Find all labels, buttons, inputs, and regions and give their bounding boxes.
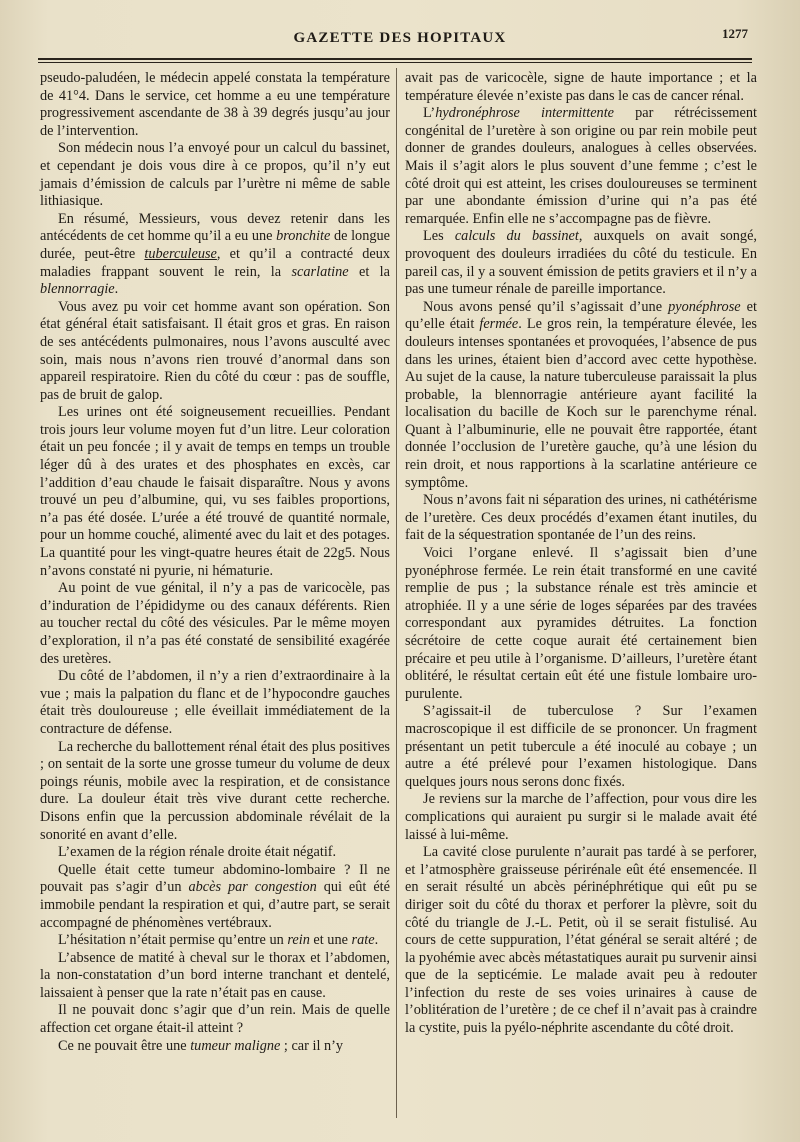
text-run: Je reviens sur la marche de l’affection, pour vous dire les complications qui auraient pu surgir si le malade avait été laissé à lui-même.	[405, 791, 757, 843]
text-run: Nous avons pensé qu’il s’agissait d’une	[423, 298, 669, 315]
italic-term: tumeur maligne	[190, 1037, 281, 1054]
italic-term: blennorragie	[40, 281, 115, 298]
text-run: La cavité close purulente n’aurait pas tardé à se perforer, et l’atmosphère graisseuse périrénale eût été ensemencée. Il en serait résulté un abcès périnéphrétique qui eût pu se diriger soit du côté du thorax et perforer la plèvre, soit du côté du triangle de J.-L. Petit, où il se serait fistulisé. Au cours de cette suppuration, l’état général se serait altéré ; de la pyohémie avec abcès métastatiques aurait pu survenir ainsi que de la septicémie. Le malade avait peu à redouter l’infection du reste de ses voies urinaires à cause de l’oblitération de l’uretère ; de ce chef il n’avait pas à craindre la cystite, puis la pyélo-néphrite ascendante du côté droit.	[405, 844, 757, 1037]
header-rule	[38, 58, 752, 60]
italic-term: pyonéphrose	[668, 298, 741, 315]
paragraph	[40, 299, 390, 405]
italic-term: bronchite	[276, 228, 331, 245]
page-header	[0, 24, 800, 54]
paragraph	[40, 1002, 390, 1037]
header-rule-thin	[38, 62, 752, 63]
paragraph	[40, 862, 390, 932]
paragraph	[40, 1038, 390, 1056]
text-run: L’examen de la région rénale droite était négatif.	[58, 844, 337, 861]
text-run: pseudo-paludéen, le médecin appelé constata la température de 41°4. Dans le service, cet homme a eu une température progressivement ascendante de 38 à 39 degrés jusqu’au jour de l’intervention.	[40, 70, 390, 139]
paragraph	[40, 668, 390, 738]
text-run: Du côté de l’abdomen, il n’y a rien d’extraordinaire à la vue ; mais la palpation du flanc et de l’hypocondre gauches était très douloureuse ; elle éveillait immédiatement de la contracture de défense.	[40, 668, 390, 737]
page-number: 1277	[722, 26, 748, 41]
paragraph	[405, 70, 757, 105]
paragraph	[40, 404, 390, 580]
text-run: et une	[309, 932, 352, 949]
paragraph	[405, 844, 757, 1038]
running-title: GAZETTE DES HOPITAUX	[293, 30, 507, 46]
text-run: Voici l’organe enlevé. Il s’agissait bien d’une pyonéphrose fermée. Le rein était transformé en une cavité remplie de pus ; la substance rénale est très amincie et atrophiée. Il y a une série de loges séparées par des travées correspondant aux pyramides détruites. La fonction sécrétoire de cette coque aurait été certainement bien précaire et peu utile à l’organisme. D’ailleurs, l’uretère étant oblitéré, le résultat certain eût été une fistule lombaire uro-purulente.	[405, 545, 757, 702]
text-run: et qu’elle était	[405, 298, 757, 333]
italic-term: fermée	[479, 316, 519, 333]
text-run: .	[374, 932, 379, 949]
text-run: L’absence de matité à cheval sur le thorax et l’abdomen, la non-constatation d’un bord interne tranchant et dentelé, laissaient à penser que la rate n’était pas en cause.	[40, 949, 390, 1001]
italic-term: rate	[351, 932, 375, 949]
paragraph	[405, 492, 757, 545]
italic-term: scarlatine	[291, 263, 349, 280]
paragraph	[40, 739, 390, 845]
text-run: Nous n’avons fait ni séparation des urines, ni cathétérisme de l’uretère. Ces deux procédés d’examen étant inutiles, du fait de la séquestration spontanée de l’un des reins.	[405, 492, 757, 544]
italic-term: abcès par congestion	[188, 879, 317, 896]
text-run: Les	[423, 228, 455, 245]
text-run: qui eût été immobile pendant la respiration et qui, d’autre part, se serait accompagné de phénomènes vertébraux.	[40, 879, 390, 931]
paragraph	[40, 580, 390, 668]
paragraph	[40, 211, 390, 299]
paragraph	[405, 545, 757, 703]
italic-term: calculs du bassinet	[454, 228, 579, 245]
text-run: Quelle était cette tumeur abdomino-lombaire ? Il ne pouvait pas s’agir d’un	[40, 861, 390, 896]
text-run: . Le gros rein, la température élevée, les douleurs intenses spontanées et provoquées, l’absence de pus dans les urines, étaient bien d’accord avec cette hypothèse. Au sujet de la cause, la nature tuberculeuse paraissait la plus probable, la blennorragie antérieure ayant facilité la localisation du bacille de Koch sur le parenchyme rénal. Quant à l’albuminurie, elle ne pouvait être rapportée, étant donnée l’occlusion de l’uretère gauche, qu’à une lésion du rein droit, et nous rapportions à la scarlatine antérieure ce symptôme.	[405, 316, 757, 491]
paragraph	[40, 140, 390, 210]
paragraph	[40, 950, 390, 1003]
italic-term: hydronéphrose intermittente	[435, 105, 615, 122]
text-run: La recherche du ballottement rénal était des plus positives ; on sentait de la sorte une grosse tumeur du volume de deux poings réunis, mobile avec la respiration, et de consistance dure. La douleur était très vive durant cette recherche. Disons enfin que la percussion abdominale révélait de la sonorité en avant d’elle.	[40, 738, 390, 843]
paragraph	[40, 70, 390, 140]
text-run: En résumé, Messieurs, vous devez retenir dans les antécédents de cet homme qu’il a eu une	[40, 210, 390, 245]
text-run: Il ne pouvait donc s’agir que d’un rein. Mais de quelle affection cet organe était-il atteint ?	[40, 1002, 390, 1037]
text-run: S’agissait-il de tuberculose ? Sur l’examen macroscopique il est difficile de se prononcer. Un fragment présentant un petit tubercule a été inoculé au cobaye ; un autre a été prélevé pour l’examen histologique. Dans quelques jours nous serons donc fixés.	[405, 703, 757, 790]
text-run: L’	[423, 105, 436, 122]
paragraph	[405, 791, 757, 844]
text-run: , et qu’il a contracté deux maladies frappant souvent le rein, la	[40, 245, 390, 280]
text-run: .	[114, 281, 119, 298]
text-run: avait pas de varicocèle, signe de haute importance ; et la température élevée n’existe pas dans le cas de cancer rénal.	[405, 70, 757, 104]
paragraph	[405, 299, 757, 493]
text-run: L’hésitation n’était permise qu’entre un	[58, 932, 288, 949]
text-run: et la	[348, 263, 390, 280]
text-run: Son médecin nous l’a envoyé pour un calcul du bassinet, et cependant je dois vous dire à ce propos, qu’il n’y eut jamais d’émission de calculs par l’urètre ni même de sable lithiasique.	[40, 140, 390, 210]
text-run: de longue durée, peut-être	[40, 228, 390, 262]
italic-term: tuberculeuse	[144, 245, 217, 262]
paragraph	[40, 932, 390, 950]
italic-term: rein	[287, 932, 310, 949]
left-column	[40, 70, 390, 1055]
text-run: ; car il n’y	[280, 1037, 344, 1054]
text-run: par rétrécissement congénital de l’uretère à son origine ou par rein mobile peut donner de grandes douleurs, analogues à celles observées. Mais il s’agit alors le plus souvent d’une femme ; c’est le côté droit qui est atteint, les crises douloureuses se terminent par une abondante émission d’urine qui n’a pas été remarquée. Enfin elle ne s’accompagne pas de fièvre.	[405, 105, 757, 227]
text-run: Les urines ont été soigneusement recueillies. Pendant trois jours leur volume moyen fut d’un litre. Leur coloration était un peu foncée ; il y avait de temps en temps un trouble léger dû à des urates et des phosphates en excès, car l’addition d’eau chaude le faisait disparaître. Nous y avons trouvé un peu d’albumine, qui, vu ses faibles proportions, n’a pas été dosée. L’urée a été trouvé de quantité normale, pour un homme couché, alimenté avec du lait et des potages. La quantité pour les vingt-quatre heures était de 22g5. Nous n’avons constaté ni pyurie, ni hématurie.	[40, 404, 390, 579]
right-column	[405, 70, 757, 1038]
paragraph	[405, 105, 757, 228]
text-run: Au point de vue génital, il n’y a pas de varicocèle, pas d’induration de l’épididyme ou des canaux déférents. Rien au toucher rectal du côté des vésicules. Par le même moyen d’exploration, il n’a pas été constaté de sensibilité exagérée des uretères.	[40, 580, 390, 667]
paragraph	[40, 844, 390, 862]
paragraph	[405, 703, 757, 791]
text-run: Ce ne pouvait être une	[58, 1037, 191, 1054]
paragraph	[405, 228, 757, 298]
text-run: , auxquels on avait songé, provoquent des douleurs irradiées du côté du testicule. En pareil cas, il y a souvent émission de petits graviers et il n’y a pas une tumeur rénale de pareille importance.	[405, 228, 757, 298]
column-divider	[396, 68, 397, 1118]
text-run: Vous avez pu voir cet homme avant son opération. Son état général était satisfaisant. Il était gros et gras. En raison de ses antécédents pulmonaires, nous l’avons ausculté avec soin, mais nous n’avons rien trouvé d’anormal dans son appareil respiratoire. Rien du côté du cœur : pas de souffle, pas de bruit de galop.	[40, 298, 390, 403]
